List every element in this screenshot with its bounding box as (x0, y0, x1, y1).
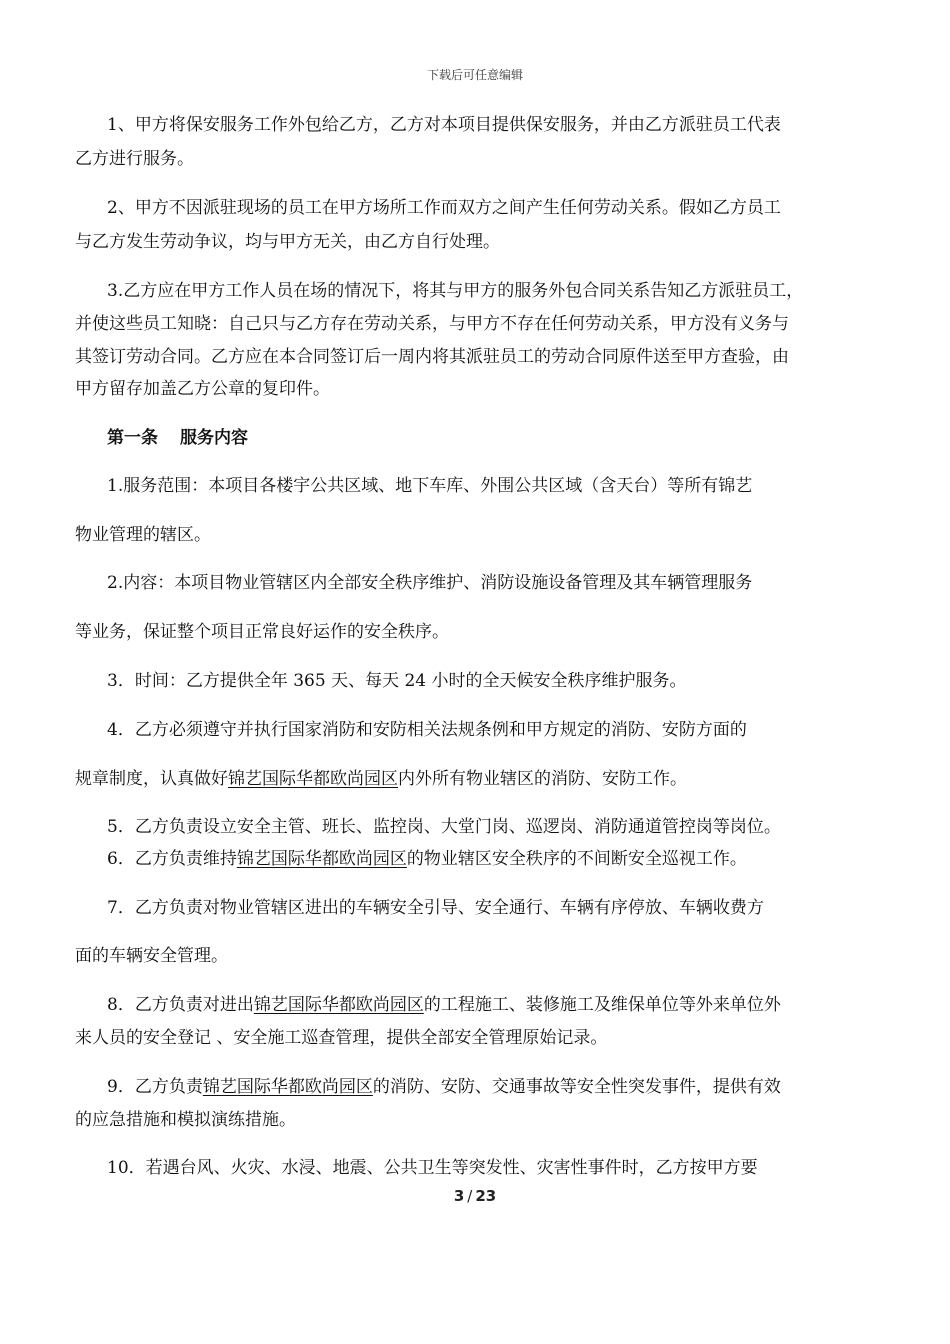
paragraph-3-line-1: 3.乙方应在甲方工作人员在场的情况下，将其与甲方的服务外包合同关系告知乙方派驻员工， (107, 281, 804, 301)
item-4-text-a: 规章制度，认真做好 (75, 769, 228, 789)
item-9-line-1 (107, 1076, 781, 1098)
paragraph-1-line-2: 乙方进行服务。 (75, 149, 194, 169)
item-8-text-b: 的工程施工、装修施工及维保单位等外来单位外 (423, 995, 781, 1015)
item-7-line-2: 面的车辆安全管理。 (75, 946, 228, 966)
item-1-line-2: 物业管理的辖区。 (75, 525, 211, 545)
page-separator: / (467, 1187, 473, 1205)
park-name-underlined: 锦艺国际华都欧尚园区 (236, 849, 407, 869)
item-8-text-a: 8．乙方负责对进出 (107, 995, 254, 1015)
item-4-text-b: 内外所有物业辖区的消防、安防工作。 (398, 769, 687, 789)
park-name-underlined: 锦艺国际华都欧尚园区 (228, 769, 398, 789)
item-1-line-1: 1.服务范围：本项目各楼宇公共区域、地下车库、外围公共区域（含天台）等所有锦艺 (107, 476, 753, 496)
item-2-line-2: 等业务，保证整个项目正常良好运作的安全秩序。 (75, 622, 449, 642)
section-heading (107, 427, 248, 449)
paragraph-2-line-1: 2、甲方不因派驻现场的员工在甲方场所工作而双方之间产生任何劳动关系。假如乙方员工 (107, 198, 781, 218)
item-10: 10．若遇台风、火灾、水浸、地震、公共卫生等突发性、灾害性事件时，乙方按甲方要 (107, 1158, 758, 1178)
total-pages: 23 (475, 1187, 497, 1205)
item-6-text-b: 的物业辖区安全秩序的不间断安全巡视工作。 (406, 849, 747, 869)
paragraph-3-line-2: 并使这些员工知晓：自己只与乙方存在劳动关系，与甲方不存在任何劳动关系，甲方没有义务与 (75, 314, 789, 334)
item-5: 5．乙方负责设立安全主管、班长、监控岗、大堂门岗、巡逻岗、消防通道管控岗等岗位。 (107, 817, 781, 837)
paragraph-2-line-2: 与乙方发生劳动争议，均与甲方无关，由乙方自行处理。 (75, 232, 500, 252)
item-8-line-2: 来人员的安全登记 、安全施工巡查管理，提供全部安全管理原始记录。 (75, 1028, 608, 1048)
item-3: 3．时间：乙方提供全年 365 天、每天 24 小时的全天候安全秩序维护服务。 (107, 671, 687, 691)
item-2-line-1: 2.内容：本项目物业管辖区内全部安全秩序维护、消防设施设备管理及其车辆管理服务 (107, 573, 753, 593)
item-6-text-a: 6．乙方负责维持 (107, 849, 237, 869)
item-9-line-2: 的应急措施和模拟演练措施。 (75, 1110, 296, 1130)
item-7-line-1: 7．乙方负责对物业管辖区进出的车辆安全引导、安全通行、车辆有序停放、车辆收费方 (107, 898, 764, 918)
item-4-line-2 (75, 768, 687, 790)
paragraph-1-line-1: 1、甲方将保安服务工作外包给乙方，乙方对本项目提供保安服务，并由乙方派驻员工代表 (107, 115, 781, 135)
current-page: 3 (453, 1187, 465, 1205)
section-number: 第一条 (107, 428, 158, 448)
item-8-line-1 (107, 994, 781, 1016)
paragraph-3-line-4: 甲方留存加盖乙方公章的复印件。 (75, 379, 330, 399)
item-9-text-a: 9．乙方负责 (107, 1077, 203, 1097)
page-header: 下载后可任意编辑 (426, 68, 523, 82)
park-name-underlined: 锦艺国际华都欧尚园区 (202, 1077, 373, 1097)
item-4-line-1: 4．乙方必须遵守并执行国家消防和安防相关法规条例和甲方规定的消防、安防方面的 (107, 720, 747, 740)
item-9-text-b: 的消防、安防、交通事故等安全性突发事件，提供有效 (372, 1077, 781, 1097)
paragraph-3-line-3: 其签订劳动合同。乙方应在本合同签订后一周内将其派驻员工的劳动合同原件送至甲方查验，由 (75, 347, 789, 367)
page-number (0, 1187, 950, 1205)
item-6 (107, 848, 747, 870)
section-title: 服务内容 (180, 428, 248, 448)
park-name-underlined: 锦艺国际华都欧尚园区 (253, 995, 424, 1015)
